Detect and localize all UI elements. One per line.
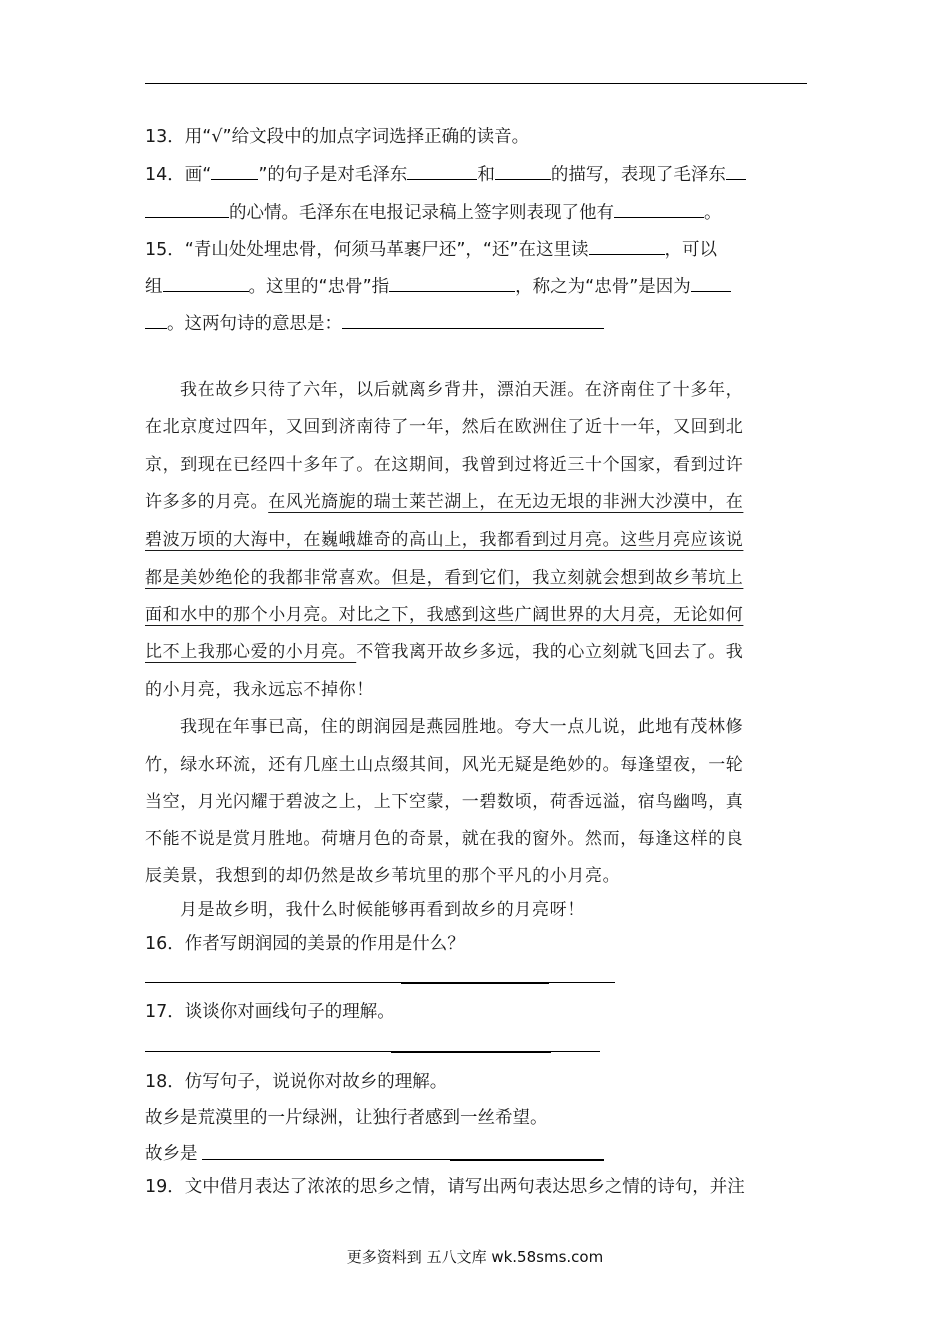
question-19: 19．文中借月表达了浓浓的思乡之情，请写出两句表达思乡之情的诗句，并注 (145, 1177, 745, 1197)
q15-blank-3[interactable] (389, 273, 515, 292)
question-15-line-3 (145, 310, 604, 336)
passage-line: 的小月亮，我永远忘不掉你！ (145, 680, 374, 700)
question-13 (145, 125, 529, 149)
question-14-line-2 (145, 199, 722, 225)
passage-line: 当空，月光闪耀于碧波之上，上下空蒙，一碧数顷，荷香远溢，宿鸟幽鸣，真 (145, 792, 744, 812)
passage-line (145, 640, 743, 664)
question-18: 18．仿写句子，说说你对故乡的理解。 (145, 1072, 448, 1092)
question-14-line-1 (145, 161, 746, 187)
q14-blank-1[interactable] (211, 161, 258, 180)
footer-text: 更多资料到 五八文库 wk.58sms.com (346, 1248, 604, 1266)
q15-blank-4[interactable] (691, 273, 731, 292)
underlined-sentence: 在风光旖旎的瑞士莱芒湖上，在无边无垠的非洲大沙漠中，在 (268, 492, 744, 512)
q18-answer-line[interactable] (202, 1159, 604, 1160)
q14-text-a: 14．画“ (145, 165, 212, 185)
passage-line: 在北京度过四年，又回到济南待了一年，然后在欧洲住了近十一年，又回到北 (145, 417, 744, 437)
q15-text-e: ，称之为“忠骨”是因为 (515, 277, 691, 297)
underlined-sentence: 比不上我那心爱的小月亮。 (145, 642, 357, 662)
q14-text-f: 。 (704, 203, 722, 223)
q14-text-d: 的描写，表现了毛泽东 (550, 165, 726, 185)
underlined-sentence: 面和水中的那个小月亮。对比之下，我感到这些广阔世界的大月亮，无论如何 (145, 605, 744, 625)
passage-line: 京，到现在已经四十多年了。在这期间，我曾到过将近三十个国家，看到过许 (145, 455, 744, 475)
q18-example: 故乡是荒漠里的一片绿洲，让独行者感到一丝希望。 (145, 1108, 548, 1128)
passage-text: 不管我离开故乡多远，我的心立刻就飞回去了。我 (356, 642, 744, 662)
q15-text-c: 组 (145, 277, 163, 297)
q15-text-f: 。这两句诗的意思是： (167, 314, 342, 334)
passage-line: 月是故乡明，我什么时候能够再看到故乡的月亮呀！ (180, 900, 585, 920)
passage-line: 我在故乡只待了六年，以后就离乡背井，漂泊天涯。在济南住了十多年， (180, 380, 744, 400)
q14-text-e: 的心情。毛泽东在电报记录稿上签字则表现了他有 (229, 203, 614, 223)
passage-line: 辰美景，我想到的却仍然是故乡苇坑里的那个平凡的小月亮。 (145, 866, 621, 886)
question-16: 16．作者写朗润园的美景的作用是什么？ (145, 934, 465, 954)
q14-blank-5[interactable] (614, 199, 704, 218)
question-17: 17．谈谈你对画线句子的理解。 (145, 1002, 395, 1022)
q15-blank-2[interactable] (163, 273, 249, 292)
passage-line: 竹，绿水环流，还有几座土山点缀其间，风光无疑是绝妙的。每逢望夜，一轮 (145, 755, 744, 775)
q14-blank-4[interactable] (726, 161, 746, 180)
q17-answer-line[interactable] (145, 1051, 600, 1052)
q15-blank-5[interactable] (342, 310, 604, 329)
q13-number: 13 (145, 127, 168, 147)
passage-line: 不能不说是赏月胜地。荷塘月色的奇景，就在我的窗外。然而，每逢这样的良 (145, 829, 744, 849)
underlined-sentence: 都是美妙绝伦的我都非常喜欢。但是，看到它们，我立刻就会想到故乡苇坑上 (145, 568, 744, 588)
header-rule (145, 83, 807, 84)
q14-text-b: ”的句子是对毛泽东 (258, 165, 408, 185)
q16-answer-line[interactable] (145, 982, 615, 983)
q15-blank-4-cont[interactable] (145, 310, 167, 329)
q15-text-d: 。这里的“忠骨”指 (248, 277, 390, 297)
q14-blank-3[interactable] (495, 161, 551, 180)
passage-line (145, 490, 743, 514)
question-15-line-2 (145, 273, 731, 299)
passage-text: 许多多的月亮。 (145, 492, 269, 512)
q18-start-text: 故乡是 (145, 1144, 198, 1164)
passage-line: 我现在年事已高，住的朗润园是燕园胜地。夸大一点儿说，此地有茂林修 (180, 717, 744, 737)
q14-blank-2[interactable] (407, 161, 477, 180)
question-15-line-1 (145, 236, 717, 262)
underlined-sentence: 碧波万顷的大海中，在巍峨雄奇的高山上，我都看到过月亮。这些月亮应该说 (145, 530, 744, 550)
q18-answer (145, 1142, 198, 1166)
q15-text-a: 15．“青山处处埋忠骨，何须马革裹尸还”，“还”在这里读 (145, 240, 589, 260)
q15-text-b: ，可以 (664, 240, 718, 260)
q15-blank-1[interactable] (589, 236, 665, 255)
q14-text-c: 和 (477, 165, 495, 185)
q14-blank-4-cont[interactable] (145, 199, 229, 218)
q13-text: ．用“√”给文段中的加点字词选择正确的读音。 (167, 127, 530, 147)
